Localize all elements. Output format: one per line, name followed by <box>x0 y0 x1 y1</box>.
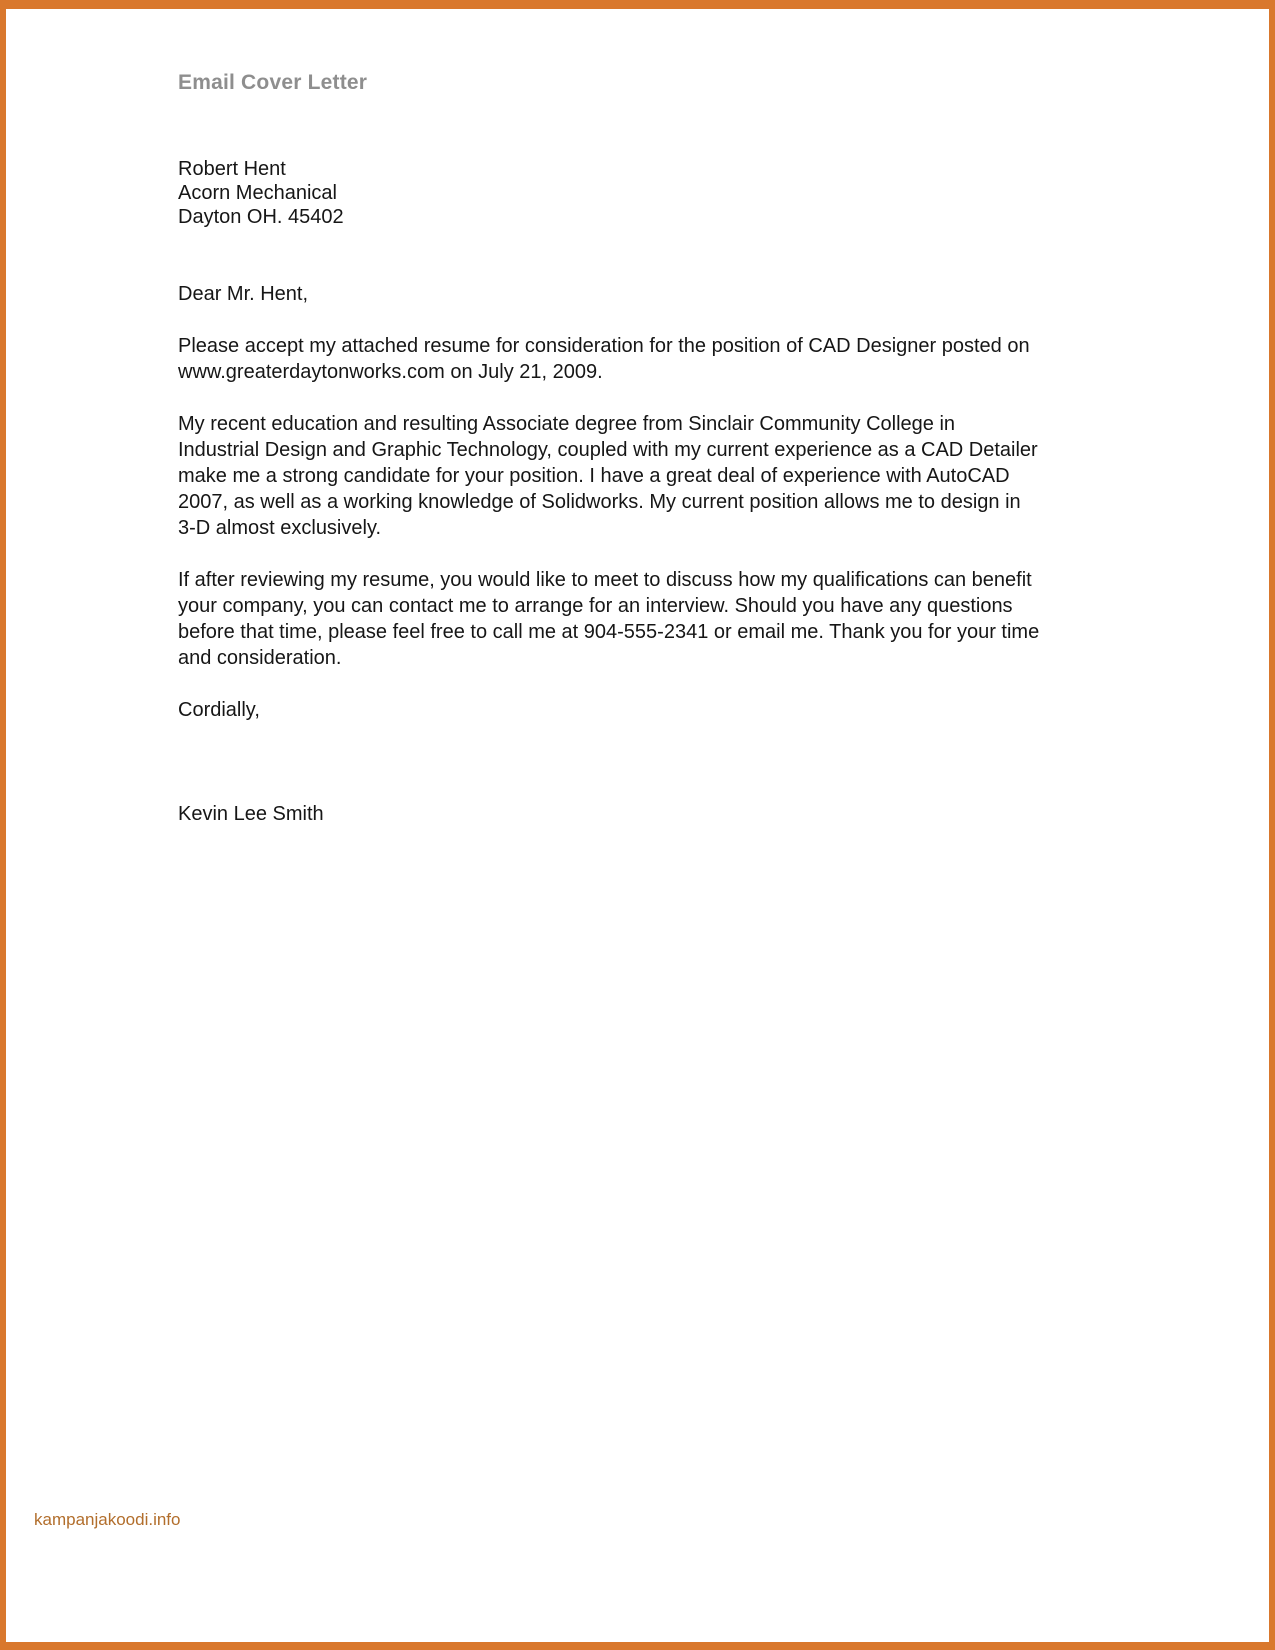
recipient-address-block <box>178 157 1040 229</box>
watermark-text: kampanjakoodi.info <box>34 1510 181 1529</box>
salutation: Dear Mr. Hent, <box>178 283 309 305</box>
recipient-city-line: Dayton OH. 45402 <box>178 206 344 228</box>
paragraph-intro: Please accept my attached resume for consideration for the position of CAD Designer posted on www.greaterdaytonworks.com on July 21, 2009. <box>178 335 1030 383</box>
signature-name: Kevin Lee Smith <box>178 803 324 825</box>
document-title: Email Cover Letter <box>178 71 368 94</box>
closing: Cordially, <box>178 699 260 721</box>
paragraph-qualifications: My recent education and resulting Associate degree from Sinclair Community College in Industrial Design and Graphic Technology, coupled with my current experience as a CAD Detailer make me a strong candidate for your position. I have a great deal of experience with AutoCAD 2007, as well as a working knowledge of Solidworks. My current position allows me to design in 3-D almost exclusively. <box>178 413 1038 539</box>
recipient-company: Acorn Mechanical <box>178 182 337 204</box>
letter-body <box>6 9 1040 827</box>
paragraph-contact: If after reviewing my resume, you would like to meet to discuss how my qualifications can benefit your company, you can contact me to arrange for an interview. Should you have any questions before that time, please feel free to call me at 904-555-2341 or email me. Thank you for your time and consideration. <box>178 569 1040 669</box>
recipient-name: Robert Hent <box>178 158 286 180</box>
